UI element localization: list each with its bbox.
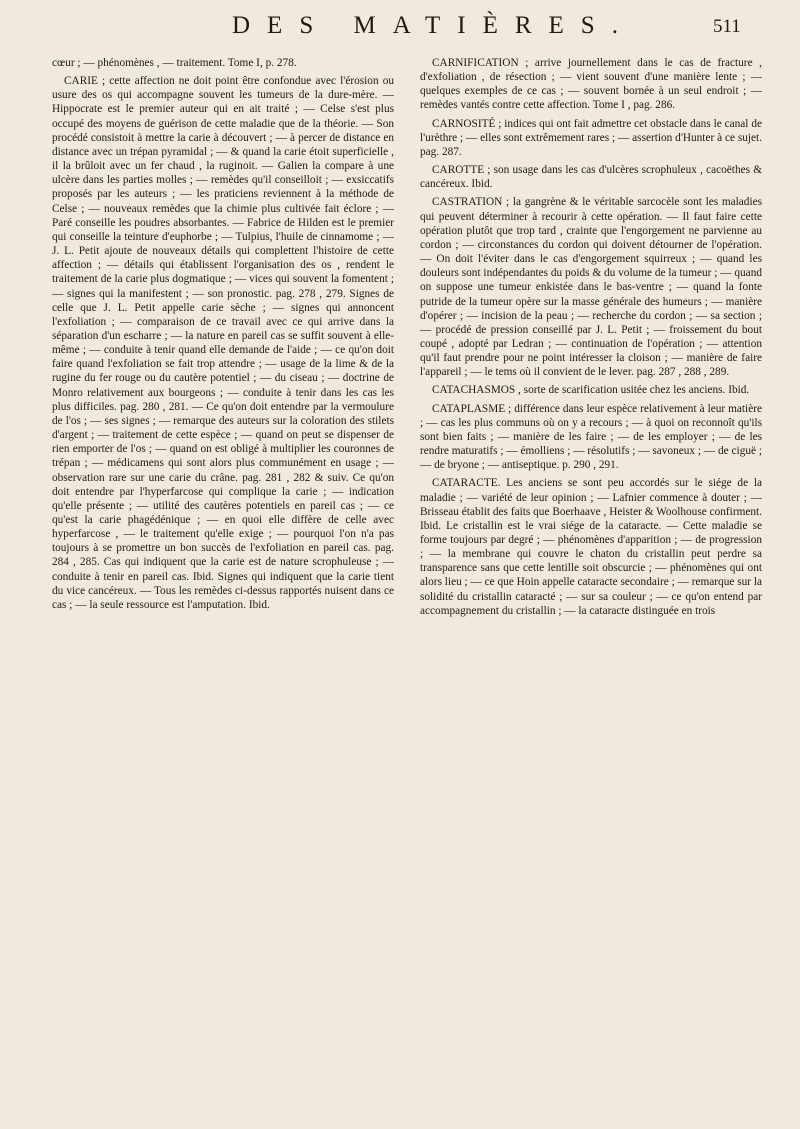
index-entry: CATACHASMOS , sorte de scarification usitée chez les anciens. Ibid.	[432, 384, 750, 397]
index-entry: CATARACTE. Les anciens se sont peu accordés sur le siége de la maladie ; — variété de leur opinion ; — Lafnier commence à douter ; — Brisseau établit des faits que Boerhaave , Heister & Woolhouse confirment. Ibid. Le cristallin est le vrai siége de la cataracte. — Cette maladie se forme toujours par degré ; — phénomènes d'apparition ; — de progression ; — la membrane qui couvre le chaton du cristallin peut perdre sa transparence sans que cette lentille soit obscurcie ; — phénomènes qui ont alors lieu ; — ce que Hoin appelle cataracte secondaire ; — remarque sur la solidité du cristallin cataracté ; — sur sa couleur ; — ce qu'on entend par accompagnement du cristallin ; — la cataracte distinguée en trois	[420, 477, 762, 617]
page-number: 511	[713, 16, 741, 37]
index-entry: CARNIFICATION ; arrive journellement dans le cas de fracture , d'exfoliation , de résection ; — vient souvent d'une manière lente ; — quelques exemples de ce cas ; — souvent bornée à un seul endroit ; — remèdes vantés contre cette affection. Tome I , pag. 286.	[420, 57, 762, 112]
running-title: DES MATIÈRES.	[232, 12, 635, 39]
page-header	[0, 12, 800, 48]
index-entry: CARIE ; cette affection ne doit point être confondue avec l'érosion ou usure des os qui accompagne souvent les tumeurs de la dure-mère. — Hippocrate est le premier auteur qui en ait traité ; — Celse s'est plus occupé des moyens de guérison de cette maladie que de la théorie. — Son procédé consistoit à mettre la carie à découvert ; — à percer de distance en distance avec un trépan pyramidal ; — & quand la carie étoit superficielle , il la brûloit avec un fer chaud , la ruginoit. — Galien la compare à une ulcère dans les parties molles ; — remèdes qu'il conseilloit ; — exsiccatifs proposés par les auteurs ; — les praticiens reviennent à la méthode de Celse ; — nouveaux remèdes que la chimie plus cultivée fait éclore ; — Paré conseille les poudres absorbantes. — Fabrice de Hilden est le premier qui conseille la teinture d'euphorbe ; — Tulpius, l'huile de cinnamome ; — J. L. Petit ajoute de nouveaux détails qui complettent l'histoire de cette affection ; — détails qui établissent l'organisation des os , rendent le traitement de la carie plus dogmatique ; — vices qui souvent la fomentent ; — signes qui la manifestent ; — son pronostic. pag. 278 , 279. Signes de celle que J. L. Petit appelle carie sèche ; — signes qui annoncent l'exfoliation ; — comparaison de ce travail avec ce qui arrive dans la séparation d'un escharre ; — la nature en pareil cas se suffit souvent à elle-même ; — conduite à tenir quand elle demande de l'aide ; — ce qu'on doit faire quand l'exfoliation se fait trop attendre ; — usage de la lime & de la rugine du fer rouge ou du cautère potentiel ; — du ciseau ; — doctrine de Monro relativement aux bourgeons ; — conduite à tenir dans les cas les plus difficiles. pag. 280 , 281. — Ce qu'on doit entendre par la vermoulure de l'os ; — ses signes ; — remarque des auteurs sur la coloration des stilets d'argent ; — traitement de cette espèce ; — quand on peut se dispenser de rien emporter de l'os ; — quand on est obligé à multiplier les couronnes de trépan ; — médicamens qui sont alors plus communément en usage ; — observation rare sur une carie du crâne. pag. 281 , 282 & suiv. Ce qu'on doit entendre par l'hyperfarcose qui complique la carie ; — indication qu'elle présente ; — utilité des cautères potentiels en pareil cas ; — ce qu'est la carie phagédénique ; — en quoi elle diffère de celle avec hyperfarcose , — le traitement qu'elle exige ; — pourquoi l'on n'a pas toujours à se promettre un bon succès de l'exfoliation en pareil cas. pag. 284 , 285. Cas qui indiquent que la carie est de nature scrophuleuse ; — conduite à tenir en pareil cas. Ibid. Signes qui indiquent que la carie tient du vice cancéreux. — Tous les remèdes ci-dessus rapportés nuisent dans ce cas ; — la seule ressource est l'amputation. Ibid.	[52, 75, 394, 611]
index-entry: CARNOSITÉ ; indices qui ont fait admettre cet obstacle dans le canal de l'urèthre ; — elles sont extrêmement rares ; — assertion d'Hunter à ce sujet. pag. 287.	[420, 117, 762, 158]
index-entry: CAROTTE ; son usage dans les cas d'ulcères scrophuleux , cacoëthes & cancéreux. Ibid.	[420, 164, 762, 191]
index-entry: CATAPLASME ; différence dans leur espèce relativement à leur matière ; — cas les plus communs où on y a recours ; — à quoi on reconnoît qu'ils sont bien faits ; — manière de les faire ; — de les employer ; — de les rendre maturatifs ; — émolliens ; — résolutifs ; — savoneux ; — de ciguë ; — de bryone ; — antiseptique. p. 290 , 291.	[420, 402, 762, 472]
left-column	[52, 56, 394, 1116]
right-column	[420, 56, 762, 1116]
index-entry: cœur ; — phénomènes , — traitement. Tome I, p. 278.	[52, 57, 297, 69]
index-entry: CASTRATION ; la gangrène & le véritable sarcocèle sont les maladies qui peuvent déterminer à recourir à cette opération. — Il faut faire cette opération plutôt que trop tard , crainte que l'engorgement ne parvienne au cordon ; — circonstances du cordon qui doivent détourner de l'opération. — On doit l'éviter dans le cas d'engorgement squirreux ; — quand les douleurs sont indépendantes du poids & du volume de la tumeur ; — quand on suppose une tumeur enkistée dans le bas-ventre ; — quand la fonte putride de la tumeur opère sur la masse générale des humeurs ; — manière d'opérer ; — incision de la peau ; — recherche du cordon ; — sa section ; — procédé de pression conseillé par J. L. Petit ; — froissement du bout coupé , adopté par Ledran ; — continuation de l'opération ; — attention qu'il faut prendre pour ne point intéresser la cloison ; — manière de faire l'appareil ; — le tems où il convient de le lever. pag. 287 , 288 , 289.	[420, 196, 762, 379]
